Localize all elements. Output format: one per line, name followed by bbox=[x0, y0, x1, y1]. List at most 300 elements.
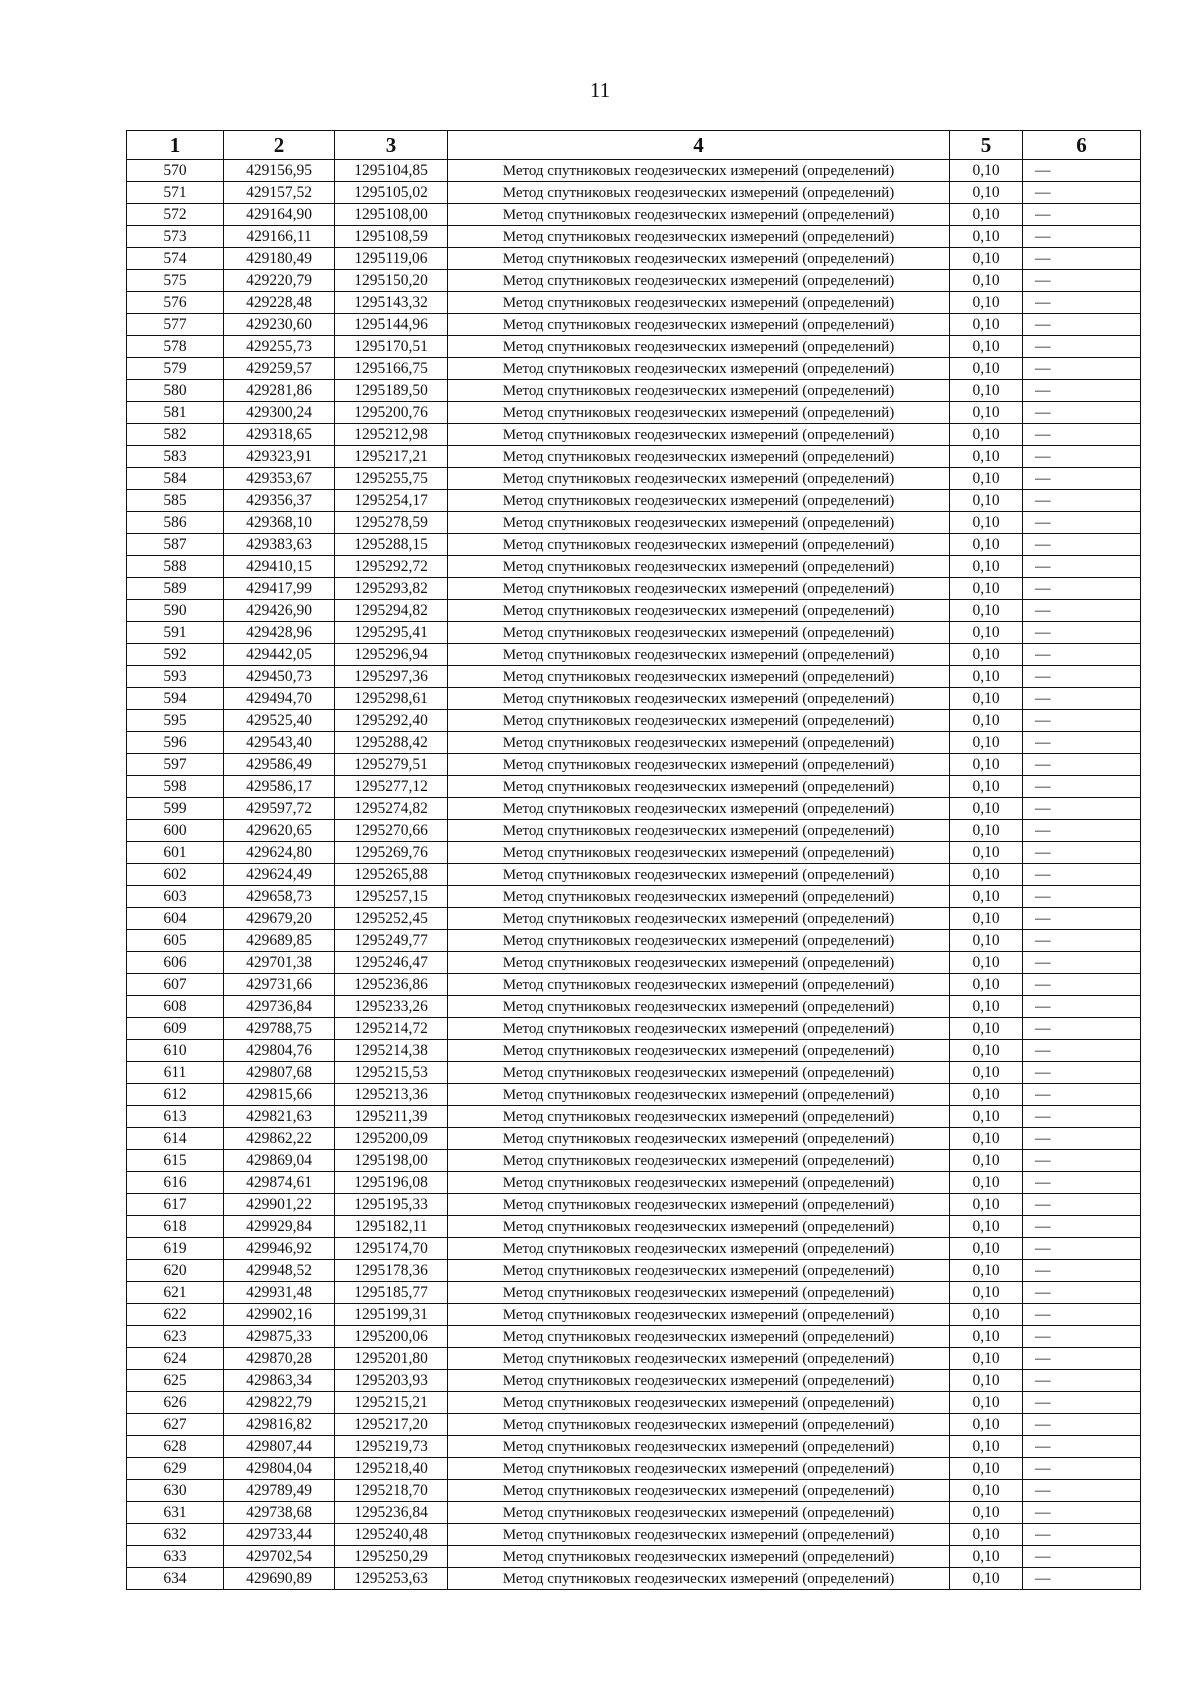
table-row bbox=[127, 1568, 1141, 1590]
notes-cell: — bbox=[1023, 1458, 1141, 1480]
table-row bbox=[127, 666, 1141, 688]
point-number-cell: 623 bbox=[127, 1326, 224, 1348]
y-coordinate-cell: 1295195,33 bbox=[335, 1194, 448, 1216]
point-number-cell: 572 bbox=[127, 204, 224, 226]
point-number-cell: 615 bbox=[127, 1150, 224, 1172]
x-coordinate-cell: 429166,11 bbox=[224, 226, 335, 248]
accuracy-cell: 0,10 bbox=[950, 1304, 1023, 1326]
table-row bbox=[127, 314, 1141, 336]
accuracy-cell: 0,10 bbox=[950, 402, 1023, 424]
table-row bbox=[127, 1392, 1141, 1414]
x-coordinate-cell: 429417,99 bbox=[224, 578, 335, 600]
table-row bbox=[127, 468, 1141, 490]
accuracy-cell: 0,10 bbox=[950, 886, 1023, 908]
accuracy-cell: 0,10 bbox=[950, 1414, 1023, 1436]
y-coordinate-cell: 1295200,09 bbox=[335, 1128, 448, 1150]
accuracy-cell: 0,10 bbox=[950, 1238, 1023, 1260]
accuracy-cell: 0,10 bbox=[950, 1062, 1023, 1084]
notes-cell: — bbox=[1023, 732, 1141, 754]
y-coordinate-cell: 1295203,93 bbox=[335, 1370, 448, 1392]
point-number-cell: 611 bbox=[127, 1062, 224, 1084]
x-coordinate-cell: 429875,33 bbox=[224, 1326, 335, 1348]
y-coordinate-cell: 1295182,11 bbox=[335, 1216, 448, 1238]
method-cell: Метод спутниковых геодезических измерений (определений) bbox=[448, 732, 950, 754]
x-coordinate-cell: 429353,67 bbox=[224, 468, 335, 490]
x-coordinate-cell: 429902,16 bbox=[224, 1304, 335, 1326]
x-coordinate-cell: 429450,73 bbox=[224, 666, 335, 688]
point-number-cell: 610 bbox=[127, 1040, 224, 1062]
notes-cell: — bbox=[1023, 1084, 1141, 1106]
notes-cell: — bbox=[1023, 226, 1141, 248]
accuracy-cell: 0,10 bbox=[950, 226, 1023, 248]
method-cell: Метод спутниковых геодезических измерений (определений) bbox=[448, 1348, 950, 1370]
y-coordinate-cell: 1295253,63 bbox=[335, 1568, 448, 1590]
point-number-cell: 582 bbox=[127, 424, 224, 446]
point-number-cell: 612 bbox=[127, 1084, 224, 1106]
method-cell: Метод спутниковых геодезических измерений (определений) bbox=[448, 776, 950, 798]
table-row bbox=[127, 886, 1141, 908]
method-cell: Метод спутниковых геодезических измерений (определений) bbox=[448, 1018, 950, 1040]
method-cell: Метод спутниковых геодезических измерений (определений) bbox=[448, 402, 950, 424]
x-coordinate-cell: 429870,28 bbox=[224, 1348, 335, 1370]
notes-cell: — bbox=[1023, 754, 1141, 776]
notes-cell: — bbox=[1023, 864, 1141, 886]
accuracy-cell: 0,10 bbox=[950, 512, 1023, 534]
table-row bbox=[127, 380, 1141, 402]
y-coordinate-cell: 1295240,48 bbox=[335, 1524, 448, 1546]
x-coordinate-cell: 429874,61 bbox=[224, 1172, 335, 1194]
y-coordinate-cell: 1295292,40 bbox=[335, 710, 448, 732]
x-coordinate-cell: 429736,84 bbox=[224, 996, 335, 1018]
table-row bbox=[127, 974, 1141, 996]
column-header-3: 3 bbox=[335, 131, 448, 160]
table-row bbox=[127, 1524, 1141, 1546]
accuracy-cell: 0,10 bbox=[950, 1546, 1023, 1568]
point-number-cell: 618 bbox=[127, 1216, 224, 1238]
notes-cell: — bbox=[1023, 1106, 1141, 1128]
y-coordinate-cell: 1295288,15 bbox=[335, 534, 448, 556]
accuracy-cell: 0,10 bbox=[950, 204, 1023, 226]
x-coordinate-cell: 429862,22 bbox=[224, 1128, 335, 1150]
method-cell: Метод спутниковых геодезических измерений (определений) bbox=[448, 622, 950, 644]
x-coordinate-cell: 429690,89 bbox=[224, 1568, 335, 1590]
y-coordinate-cell: 1295201,80 bbox=[335, 1348, 448, 1370]
accuracy-cell: 0,10 bbox=[950, 974, 1023, 996]
x-coordinate-cell: 429410,15 bbox=[224, 556, 335, 578]
accuracy-cell: 0,10 bbox=[950, 1568, 1023, 1590]
accuracy-cell: 0,10 bbox=[950, 1524, 1023, 1546]
point-number-cell: 604 bbox=[127, 908, 224, 930]
table-row bbox=[127, 1106, 1141, 1128]
x-coordinate-cell: 429318,65 bbox=[224, 424, 335, 446]
point-number-cell: 584 bbox=[127, 468, 224, 490]
y-coordinate-cell: 1295257,15 bbox=[335, 886, 448, 908]
point-number-cell: 570 bbox=[127, 160, 224, 182]
table-row bbox=[127, 1326, 1141, 1348]
point-number-cell: 628 bbox=[127, 1436, 224, 1458]
method-cell: Метод спутниковых геодезических измерений (определений) bbox=[448, 380, 950, 402]
method-cell: Метод спутниковых геодезических измерений (определений) bbox=[448, 1260, 950, 1282]
table-row bbox=[127, 864, 1141, 886]
table-row bbox=[127, 512, 1141, 534]
y-coordinate-cell: 1295293,82 bbox=[335, 578, 448, 600]
table-row bbox=[127, 336, 1141, 358]
accuracy-cell: 0,10 bbox=[950, 468, 1023, 490]
x-coordinate-cell: 429220,79 bbox=[224, 270, 335, 292]
y-coordinate-cell: 1295294,82 bbox=[335, 600, 448, 622]
table-row bbox=[127, 424, 1141, 446]
point-number-cell: 621 bbox=[127, 1282, 224, 1304]
table-row bbox=[127, 644, 1141, 666]
table-row bbox=[127, 688, 1141, 710]
method-cell: Метод спутниковых геодезических измерений (определений) bbox=[448, 1282, 950, 1304]
method-cell: Метод спутниковых геодезических измерений (определений) bbox=[448, 1480, 950, 1502]
table-row bbox=[127, 1084, 1141, 1106]
x-coordinate-cell: 429929,84 bbox=[224, 1216, 335, 1238]
column-header-2: 2 bbox=[224, 131, 335, 160]
table-row bbox=[127, 776, 1141, 798]
x-coordinate-cell: 429901,22 bbox=[224, 1194, 335, 1216]
notes-cell: — bbox=[1023, 1480, 1141, 1502]
notes-cell: — bbox=[1023, 468, 1141, 490]
x-coordinate-cell: 429368,10 bbox=[224, 512, 335, 534]
y-coordinate-cell: 1295252,45 bbox=[335, 908, 448, 930]
x-coordinate-cell: 429789,49 bbox=[224, 1480, 335, 1502]
accuracy-cell: 0,10 bbox=[950, 666, 1023, 688]
accuracy-cell: 0,10 bbox=[950, 490, 1023, 512]
accuracy-cell: 0,10 bbox=[950, 1084, 1023, 1106]
notes-cell: — bbox=[1023, 314, 1141, 336]
accuracy-cell: 0,10 bbox=[950, 754, 1023, 776]
y-coordinate-cell: 1295212,98 bbox=[335, 424, 448, 446]
accuracy-cell: 0,10 bbox=[950, 600, 1023, 622]
notes-cell: — bbox=[1023, 424, 1141, 446]
x-coordinate-cell: 429180,49 bbox=[224, 248, 335, 270]
point-number-cell: 608 bbox=[127, 996, 224, 1018]
table-row bbox=[127, 842, 1141, 864]
accuracy-cell: 0,10 bbox=[950, 1502, 1023, 1524]
accuracy-cell: 0,10 bbox=[950, 446, 1023, 468]
notes-cell: — bbox=[1023, 820, 1141, 842]
accuracy-cell: 0,10 bbox=[950, 1106, 1023, 1128]
method-cell: Метод спутниковых геодезических измерений (определений) bbox=[448, 1502, 950, 1524]
notes-cell: — bbox=[1023, 1414, 1141, 1436]
notes-cell: — bbox=[1023, 380, 1141, 402]
x-coordinate-cell: 429255,73 bbox=[224, 336, 335, 358]
accuracy-cell: 0,10 bbox=[950, 1458, 1023, 1480]
method-cell: Метод спутниковых геодезических измерений (определений) bbox=[448, 1040, 950, 1062]
y-coordinate-cell: 1295108,59 bbox=[335, 226, 448, 248]
method-cell: Метод спутниковых геодезических измерений (определений) bbox=[448, 358, 950, 380]
method-cell: Метод спутниковых геодезических измерений (определений) bbox=[448, 468, 950, 490]
y-coordinate-cell: 1295265,88 bbox=[335, 864, 448, 886]
notes-cell: — bbox=[1023, 1524, 1141, 1546]
method-cell: Метод спутниковых геодезических измерений (определений) bbox=[448, 996, 950, 1018]
y-coordinate-cell: 1295196,08 bbox=[335, 1172, 448, 1194]
method-cell: Метод спутниковых геодезических измерений (определений) bbox=[448, 1084, 950, 1106]
table-row bbox=[127, 710, 1141, 732]
point-number-cell: 605 bbox=[127, 930, 224, 952]
accuracy-cell: 0,10 bbox=[950, 732, 1023, 754]
table-row bbox=[127, 358, 1141, 380]
accuracy-cell: 0,10 bbox=[950, 1128, 1023, 1150]
x-coordinate-cell: 429442,05 bbox=[224, 644, 335, 666]
table-row bbox=[127, 226, 1141, 248]
table-row bbox=[127, 1458, 1141, 1480]
y-coordinate-cell: 1295185,77 bbox=[335, 1282, 448, 1304]
method-cell: Метод спутниковых геодезических измерений (определений) bbox=[448, 446, 950, 468]
table-row bbox=[127, 1436, 1141, 1458]
y-coordinate-cell: 1295250,29 bbox=[335, 1546, 448, 1568]
point-number-cell: 578 bbox=[127, 336, 224, 358]
accuracy-cell: 0,10 bbox=[950, 182, 1023, 204]
y-coordinate-cell: 1295199,31 bbox=[335, 1304, 448, 1326]
x-coordinate-cell: 429428,96 bbox=[224, 622, 335, 644]
method-cell: Метод спутниковых геодезических измерений (определений) bbox=[448, 644, 950, 666]
coordinates-table bbox=[126, 130, 1141, 1590]
accuracy-cell: 0,10 bbox=[950, 1018, 1023, 1040]
method-cell: Метод спутниковых геодезических измерений (определений) bbox=[448, 886, 950, 908]
method-cell: Метод спутниковых геодезических измерений (определений) bbox=[448, 1172, 950, 1194]
method-cell: Метод спутниковых геодезических измерений (определений) bbox=[448, 160, 950, 182]
x-coordinate-cell: 429733,44 bbox=[224, 1524, 335, 1546]
x-coordinate-cell: 429822,79 bbox=[224, 1392, 335, 1414]
table-row bbox=[127, 402, 1141, 424]
accuracy-cell: 0,10 bbox=[950, 1348, 1023, 1370]
y-coordinate-cell: 1295292,72 bbox=[335, 556, 448, 578]
notes-cell: — bbox=[1023, 908, 1141, 930]
notes-cell: — bbox=[1023, 160, 1141, 182]
method-cell: Метод спутниковых геодезических измерений (определений) bbox=[448, 512, 950, 534]
y-coordinate-cell: 1295143,32 bbox=[335, 292, 448, 314]
table-row bbox=[127, 182, 1141, 204]
method-cell: Метод спутниковых геодезических измерений (определений) bbox=[448, 600, 950, 622]
x-coordinate-cell: 429597,72 bbox=[224, 798, 335, 820]
y-coordinate-cell: 1295254,17 bbox=[335, 490, 448, 512]
y-coordinate-cell: 1295274,82 bbox=[335, 798, 448, 820]
accuracy-cell: 0,10 bbox=[950, 1194, 1023, 1216]
point-number-cell: 580 bbox=[127, 380, 224, 402]
y-coordinate-cell: 1295174,70 bbox=[335, 1238, 448, 1260]
point-number-cell: 625 bbox=[127, 1370, 224, 1392]
x-coordinate-cell: 429804,04 bbox=[224, 1458, 335, 1480]
method-cell: Метод спутниковых геодезических измерений (определений) bbox=[448, 688, 950, 710]
x-coordinate-cell: 429620,65 bbox=[224, 820, 335, 842]
notes-cell: — bbox=[1023, 1546, 1141, 1568]
table-row bbox=[127, 490, 1141, 512]
y-coordinate-cell: 1295288,42 bbox=[335, 732, 448, 754]
y-coordinate-cell: 1295214,72 bbox=[335, 1018, 448, 1040]
notes-cell: — bbox=[1023, 534, 1141, 556]
y-coordinate-cell: 1295104,85 bbox=[335, 160, 448, 182]
method-cell: Метод спутниковых геодезических измерений (определений) bbox=[448, 1524, 950, 1546]
table-row bbox=[127, 204, 1141, 226]
x-coordinate-cell: 429356,37 bbox=[224, 490, 335, 512]
accuracy-cell: 0,10 bbox=[950, 1260, 1023, 1282]
y-coordinate-cell: 1295218,40 bbox=[335, 1458, 448, 1480]
x-coordinate-cell: 429624,80 bbox=[224, 842, 335, 864]
point-number-cell: 617 bbox=[127, 1194, 224, 1216]
point-number-cell: 606 bbox=[127, 952, 224, 974]
notes-cell: — bbox=[1023, 1018, 1141, 1040]
y-coordinate-cell: 1295246,47 bbox=[335, 952, 448, 974]
notes-cell: — bbox=[1023, 930, 1141, 952]
notes-cell: — bbox=[1023, 182, 1141, 204]
accuracy-cell: 0,10 bbox=[950, 798, 1023, 820]
accuracy-cell: 0,10 bbox=[950, 930, 1023, 952]
column-header-6: 6 bbox=[1023, 131, 1141, 160]
x-coordinate-cell: 429426,90 bbox=[224, 600, 335, 622]
x-coordinate-cell: 429816,82 bbox=[224, 1414, 335, 1436]
method-cell: Метод спутниковых геодезических измерений (определений) bbox=[448, 864, 950, 886]
point-number-cell: 627 bbox=[127, 1414, 224, 1436]
x-coordinate-cell: 429702,54 bbox=[224, 1546, 335, 1568]
x-coordinate-cell: 429494,70 bbox=[224, 688, 335, 710]
method-cell: Метод спутниковых геодезических измерений (определений) bbox=[448, 1194, 950, 1216]
y-coordinate-cell: 1295150,20 bbox=[335, 270, 448, 292]
point-number-cell: 593 bbox=[127, 666, 224, 688]
point-number-cell: 634 bbox=[127, 1568, 224, 1590]
y-coordinate-cell: 1295178,36 bbox=[335, 1260, 448, 1282]
table-row bbox=[127, 1260, 1141, 1282]
accuracy-cell: 0,10 bbox=[950, 160, 1023, 182]
y-coordinate-cell: 1295233,26 bbox=[335, 996, 448, 1018]
y-coordinate-cell: 1295105,02 bbox=[335, 182, 448, 204]
x-coordinate-cell: 429948,52 bbox=[224, 1260, 335, 1282]
y-coordinate-cell: 1295218,70 bbox=[335, 1480, 448, 1502]
table-row bbox=[127, 1040, 1141, 1062]
accuracy-cell: 0,10 bbox=[950, 314, 1023, 336]
x-coordinate-cell: 429383,63 bbox=[224, 534, 335, 556]
table-row bbox=[127, 754, 1141, 776]
table-row bbox=[127, 820, 1141, 842]
notes-cell: — bbox=[1023, 1348, 1141, 1370]
method-cell: Метод спутниковых геодезических измерений (определений) bbox=[448, 820, 950, 842]
notes-cell: — bbox=[1023, 1150, 1141, 1172]
method-cell: Метод спутниковых геодезических измерений (определений) bbox=[448, 1128, 950, 1150]
method-cell: Метод спутниковых геодезических измерений (определений) bbox=[448, 842, 950, 864]
table-row bbox=[127, 732, 1141, 754]
point-number-cell: 616 bbox=[127, 1172, 224, 1194]
notes-cell: — bbox=[1023, 556, 1141, 578]
point-number-cell: 571 bbox=[127, 182, 224, 204]
method-cell: Метод спутниковых геодезических измерений (определений) bbox=[448, 1326, 950, 1348]
notes-cell: — bbox=[1023, 578, 1141, 600]
y-coordinate-cell: 1295236,86 bbox=[335, 974, 448, 996]
point-number-cell: 591 bbox=[127, 622, 224, 644]
point-number-cell: 614 bbox=[127, 1128, 224, 1150]
method-cell: Метод спутниковых геодезических измерений (определений) bbox=[448, 1106, 950, 1128]
y-coordinate-cell: 1295215,53 bbox=[335, 1062, 448, 1084]
method-cell: Метод спутниковых геодезических измерений (определений) bbox=[448, 1238, 950, 1260]
method-cell: Метод спутниковых геодезических измерений (определений) bbox=[448, 798, 950, 820]
table-row bbox=[127, 1018, 1141, 1040]
y-coordinate-cell: 1295108,00 bbox=[335, 204, 448, 226]
method-cell: Метод спутниковых геодезических измерений (определений) bbox=[448, 314, 950, 336]
point-number-cell: 585 bbox=[127, 490, 224, 512]
method-cell: Метод спутниковых геодезических измерений (определений) bbox=[448, 1062, 950, 1084]
notes-cell: — bbox=[1023, 666, 1141, 688]
accuracy-cell: 0,10 bbox=[950, 1040, 1023, 1062]
point-number-cell: 599 bbox=[127, 798, 224, 820]
point-number-cell: 632 bbox=[127, 1524, 224, 1546]
accuracy-cell: 0,10 bbox=[950, 1392, 1023, 1414]
notes-cell: — bbox=[1023, 600, 1141, 622]
method-cell: Метод спутниковых геодезических измерений (определений) bbox=[448, 182, 950, 204]
accuracy-cell: 0,10 bbox=[950, 952, 1023, 974]
point-number-cell: 576 bbox=[127, 292, 224, 314]
notes-cell: — bbox=[1023, 688, 1141, 710]
table-row bbox=[127, 160, 1141, 182]
table-row bbox=[127, 1304, 1141, 1326]
accuracy-cell: 0,10 bbox=[950, 270, 1023, 292]
notes-cell: — bbox=[1023, 292, 1141, 314]
notes-cell: — bbox=[1023, 490, 1141, 512]
accuracy-cell: 0,10 bbox=[950, 688, 1023, 710]
method-cell: Метод спутниковых геодезических измерений (определений) bbox=[448, 292, 950, 314]
accuracy-cell: 0,10 bbox=[950, 578, 1023, 600]
x-coordinate-cell: 429946,92 bbox=[224, 1238, 335, 1260]
method-cell: Метод спутниковых геодезических измерений (определений) bbox=[448, 754, 950, 776]
x-coordinate-cell: 429586,49 bbox=[224, 754, 335, 776]
notes-cell: — bbox=[1023, 336, 1141, 358]
table-row bbox=[127, 1150, 1141, 1172]
y-coordinate-cell: 1295200,76 bbox=[335, 402, 448, 424]
notes-cell: — bbox=[1023, 1062, 1141, 1084]
x-coordinate-cell: 429658,73 bbox=[224, 886, 335, 908]
method-cell: Метод спутниковых геодезических измерений (определений) bbox=[448, 952, 950, 974]
notes-cell: — bbox=[1023, 886, 1141, 908]
accuracy-cell: 0,10 bbox=[950, 622, 1023, 644]
point-number-cell: 602 bbox=[127, 864, 224, 886]
y-coordinate-cell: 1295211,39 bbox=[335, 1106, 448, 1128]
x-coordinate-cell: 429259,57 bbox=[224, 358, 335, 380]
method-cell: Метод спутниковых геодезических измерений (определений) bbox=[448, 1458, 950, 1480]
y-coordinate-cell: 1295217,20 bbox=[335, 1414, 448, 1436]
method-cell: Метод спутниковых геодезических измерений (определений) bbox=[448, 534, 950, 556]
y-coordinate-cell: 1295277,12 bbox=[335, 776, 448, 798]
point-number-cell: 592 bbox=[127, 644, 224, 666]
accuracy-cell: 0,10 bbox=[950, 534, 1023, 556]
point-number-cell: 622 bbox=[127, 1304, 224, 1326]
accuracy-cell: 0,10 bbox=[950, 336, 1023, 358]
point-number-cell: 633 bbox=[127, 1546, 224, 1568]
notes-cell: — bbox=[1023, 644, 1141, 666]
method-cell: Метод спутниковых геодезических измерений (определений) bbox=[448, 930, 950, 952]
notes-cell: — bbox=[1023, 204, 1141, 226]
x-coordinate-cell: 429807,68 bbox=[224, 1062, 335, 1084]
x-coordinate-cell: 429586,17 bbox=[224, 776, 335, 798]
y-coordinate-cell: 1295255,75 bbox=[335, 468, 448, 490]
x-coordinate-cell: 429156,95 bbox=[224, 160, 335, 182]
method-cell: Метод спутниковых геодезических измерений (определений) bbox=[448, 336, 950, 358]
table-row bbox=[127, 930, 1141, 952]
notes-cell: — bbox=[1023, 1172, 1141, 1194]
accuracy-cell: 0,10 bbox=[950, 1150, 1023, 1172]
table-row bbox=[127, 908, 1141, 930]
x-coordinate-cell: 429863,34 bbox=[224, 1370, 335, 1392]
point-number-cell: 581 bbox=[127, 402, 224, 424]
y-coordinate-cell: 1295215,21 bbox=[335, 1392, 448, 1414]
y-coordinate-cell: 1295219,73 bbox=[335, 1436, 448, 1458]
point-number-cell: 629 bbox=[127, 1458, 224, 1480]
table-row bbox=[127, 1216, 1141, 1238]
table-row bbox=[127, 1194, 1141, 1216]
accuracy-cell: 0,10 bbox=[950, 380, 1023, 402]
notes-cell: — bbox=[1023, 996, 1141, 1018]
y-coordinate-cell: 1295214,38 bbox=[335, 1040, 448, 1062]
y-coordinate-cell: 1295170,51 bbox=[335, 336, 448, 358]
